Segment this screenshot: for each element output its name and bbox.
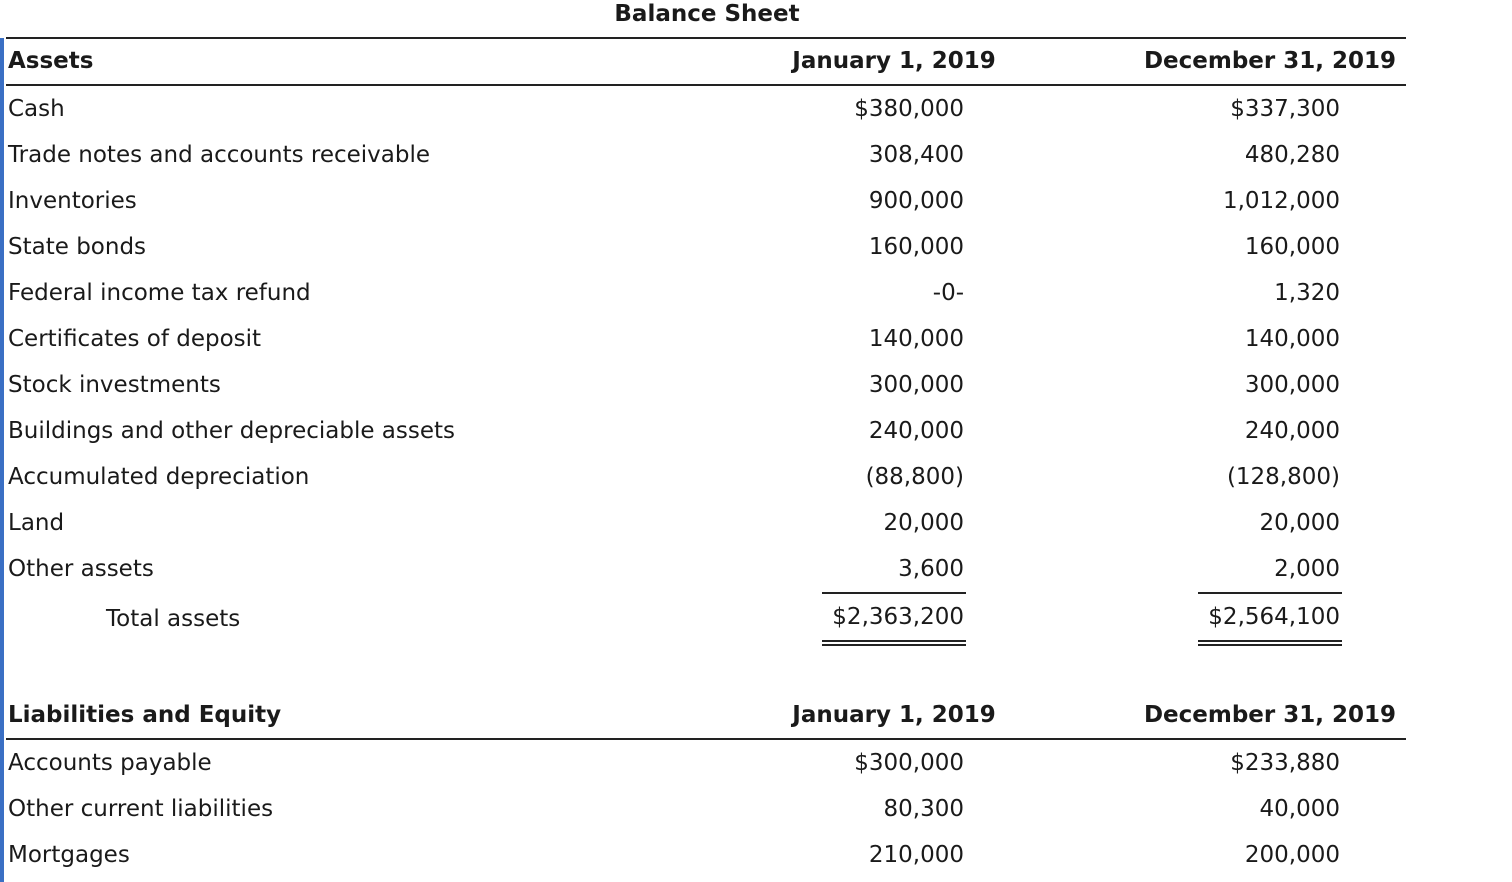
- row-value-dec: $337,300: [1230, 96, 1340, 122]
- table-row: [0, 224, 1512, 270]
- row-label: Inventories: [8, 188, 137, 214]
- row-value-jan: 308,400: [868, 142, 964, 168]
- row-label: Cash: [8, 96, 65, 122]
- row-value-jan: (88,800): [865, 464, 964, 490]
- row-value-dec: 240,000: [1244, 418, 1340, 444]
- table-row: [0, 740, 1512, 786]
- row-label: Accounts payable: [8, 750, 212, 776]
- table-row: [0, 546, 1512, 592]
- assets-col1-header: January 1, 2019: [792, 48, 996, 74]
- row-label: Other assets: [8, 556, 154, 582]
- row-value-jan: 300,000: [868, 372, 964, 398]
- row-label: Accumulated depreciation: [8, 464, 310, 490]
- row-value-dec: 1,320: [1274, 280, 1340, 306]
- liabilities-header-row: [0, 692, 1512, 738]
- row-value-dec: 300,000: [1244, 372, 1340, 398]
- row-value-dec: 200,000: [1244, 842, 1340, 868]
- row-value-jan: 210,000: [868, 842, 964, 868]
- row-value-jan: 900,000: [868, 188, 964, 214]
- table-row: [0, 178, 1512, 224]
- total-label: Total assets: [106, 606, 241, 632]
- total-value-dec: $2,564,100: [1208, 604, 1340, 630]
- row-value-jan: 20,000: [883, 510, 964, 536]
- row-value-jan: 240,000: [868, 418, 964, 444]
- liabilities-col2-header: December 31, 2019: [1143, 702, 1397, 728]
- table-row: [0, 408, 1512, 454]
- table-row: [0, 132, 1512, 178]
- row-value-dec: $233,880: [1230, 750, 1340, 776]
- table-row: [0, 362, 1512, 408]
- row-label: Federal income tax refund: [8, 280, 311, 306]
- table-row: [0, 832, 1512, 878]
- row-value-dec: 1,012,000: [1222, 188, 1340, 214]
- row-value-jan: 3,600: [898, 556, 964, 582]
- row-value-dec: 160,000: [1244, 234, 1340, 260]
- row-label: State bonds: [8, 234, 147, 260]
- row-value-dec: 140,000: [1244, 326, 1340, 352]
- table-row: [0, 316, 1512, 362]
- total-row: [0, 594, 1512, 640]
- row-label: Stock investments: [8, 372, 221, 398]
- row-label: Other current liabilities: [8, 796, 274, 822]
- liabilities-heading: Liabilities and Equity: [8, 702, 282, 728]
- row-value-jan: 80,300: [883, 796, 964, 822]
- row-label: Certificates of deposit: [8, 326, 262, 352]
- row-value-dec: 20,000: [1259, 510, 1340, 536]
- page-title: Balance Sheet: [614, 1, 800, 27]
- row-value-jan: -0-: [932, 280, 964, 306]
- assets-col2-header: December 31, 2019: [1143, 48, 1397, 74]
- row-value-dec: 480,280: [1244, 142, 1340, 168]
- row-label: Trade notes and accounts receivable: [8, 142, 431, 168]
- table-row: [0, 454, 1512, 500]
- table-row: [0, 786, 1512, 832]
- row-value-dec: 2,000: [1274, 556, 1340, 582]
- assets-heading: Assets: [8, 48, 94, 74]
- total-value-jan: $2,363,200: [832, 604, 964, 630]
- row-value-jan: 140,000: [868, 326, 964, 352]
- table-row: [0, 270, 1512, 316]
- assets-header-row: [0, 38, 1512, 84]
- row-value-jan: $380,000: [854, 96, 964, 122]
- row-value-jan: $300,000: [854, 750, 964, 776]
- table-row: [0, 500, 1512, 546]
- row-value-jan: 160,000: [868, 234, 964, 260]
- row-value-dec: (128,800): [1226, 464, 1340, 490]
- double-rule-dec: [1198, 640, 1342, 646]
- liabilities-col1-header: January 1, 2019: [792, 702, 996, 728]
- table-row: [0, 86, 1512, 132]
- row-label: Mortgages: [8, 842, 130, 868]
- row-label: Land: [8, 510, 65, 536]
- row-label: Buildings and other depreciable assets: [8, 418, 456, 444]
- double-rule-jan: [822, 640, 966, 646]
- row-value-dec: 40,000: [1259, 796, 1340, 822]
